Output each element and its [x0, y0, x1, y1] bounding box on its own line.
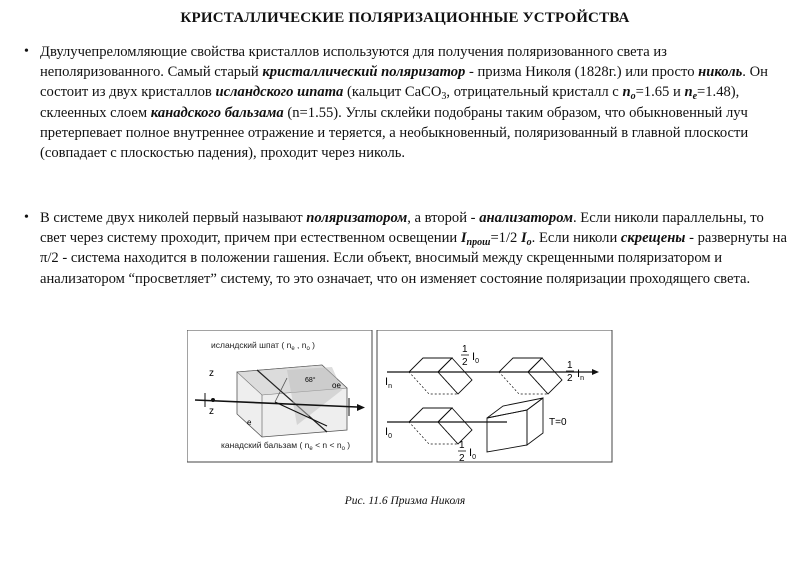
paragraph-text: Двулучепреломляющие свойства кристаллов используются для получения поляризованного света из неполяризованного. Самый старый кристаллический поляризатор - призма Николя (1828г.) или просто николь. Он состоит из двух кристаллов исландского шпата (кальцит CaCO$_3$, отрицательный кристалл с $n_o=1.65$ и $n_e=1.48$), склеенных слоем канадского бальзама (n=1.55). Углы склейки подобраны таким образом, что обыкновенный луч претерпевает полное внутреннее отражение и теряется, а необыкновенный, поляризованный в главной плоскости (совпадает с плоскостью падения), проходит через николь.	[40, 44, 768, 162]
figure-caption: Рис. 11.6 Призма Николя	[344, 495, 466, 507]
bullet: •	[24, 44, 29, 59]
half-denominator-3: 2	[459, 453, 465, 464]
half-denominator: 2	[462, 357, 468, 368]
z-label-top: z	[209, 368, 214, 379]
angle-label: 68°	[305, 377, 316, 384]
canada-balsam-label: канадский бальзам ( $n_e < n < n_o$ )	[221, 440, 351, 452]
input-intensity-label-2: $I_0$	[385, 426, 392, 440]
intensity-label: $I_0$	[472, 351, 479, 365]
e-label: e	[247, 418, 252, 427]
half-numerator: 1	[462, 344, 468, 355]
nicols-system-diagram	[377, 330, 612, 464]
z-label-bottom: z	[209, 406, 214, 417]
half-numerator-3: 1	[459, 440, 465, 451]
page-title: КРИСТАЛЛИЧЕСКИЕ ПОЛЯРИЗАЦИОННЫЕ УСТРОЙСТВА	[180, 10, 630, 26]
paragraph-text: В системе двух николей первый называют поляризатором, а второй - анализатором. Если николи параллельны, то свет через систему проходит, причем при естественном освещении $I_{прош}=1/2$ $I_о$. Если николи скрещены - развернуты на π/2 - система находится в положении гашения. Если объект, вносимый между скрещенными поляризатором и анализатором “просветляет” систему, то это означает, что он изменяет состояние поляризации проходящего света.	[40, 210, 787, 287]
half-denominator-2: 2	[567, 373, 573, 384]
input-intensity-label: $I_n$	[385, 376, 392, 390]
prism-diagram-left	[187, 330, 372, 462]
paragraph-nicol-prism	[24, 42, 788, 163]
oe-label: oe	[332, 381, 341, 390]
iceland-spar-label: исландский шпат ( $n_e$ , $n_o$ )	[211, 340, 316, 352]
half-numerator-2: 1	[567, 360, 573, 371]
nicol-prism-figure	[187, 330, 617, 465]
paragraph-polarizer-analyzer	[24, 208, 788, 289]
bullet: •	[24, 210, 29, 225]
output-intensity-label: $I_n$	[577, 368, 584, 382]
zero-transmission-label: T=0	[549, 417, 567, 428]
intensity-label-2: $I_0$	[469, 447, 476, 461]
